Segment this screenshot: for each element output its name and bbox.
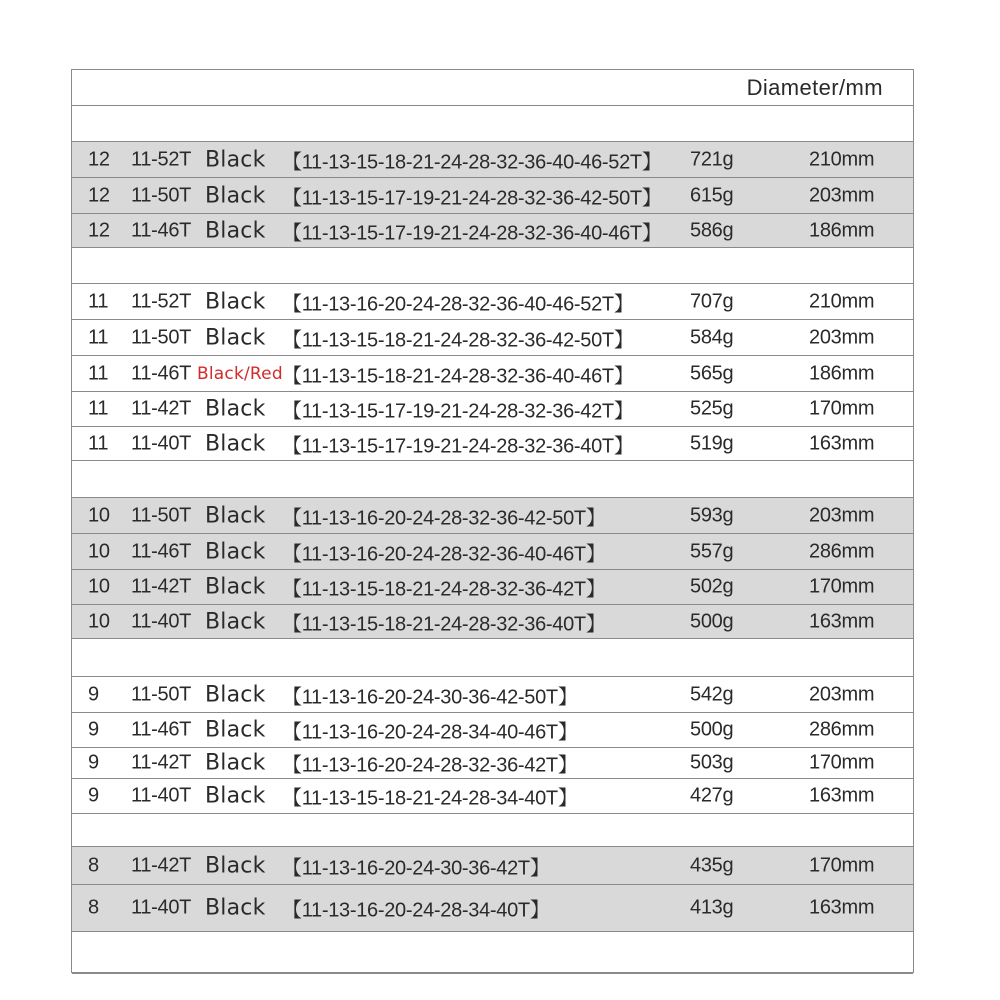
table-row	[72, 214, 913, 248]
cell-teeth: 【11-13-15-17-19-21-24-28-32-36-40-46T】	[282, 222, 662, 244]
cell-range: 11-52T	[131, 148, 192, 170]
cell-diameter: 286mm	[809, 540, 875, 562]
cell-speed: 10	[88, 575, 110, 598]
cell-color: Black	[205, 431, 266, 456]
cell-range: 11-42T	[131, 751, 192, 774]
cell-range: 11-42T	[131, 854, 192, 876]
cell-range: 11-50T	[131, 683, 192, 705]
cell-diameter: 210mm	[809, 290, 875, 312]
cell-weight: 557g	[690, 540, 734, 562]
cell-speed: 12	[88, 148, 110, 170]
cell-weight: 593g	[690, 504, 734, 526]
spacer-row	[72, 248, 913, 284]
table-row	[72, 178, 913, 214]
cell-diameter: 163mm	[809, 784, 875, 807]
table-row	[72, 779, 913, 814]
cell-range: 11-46T	[131, 718, 192, 741]
cell-speed: 11	[88, 362, 109, 384]
cell-diameter: 203mm	[809, 184, 875, 206]
cell-range: 11-42T	[131, 575, 192, 598]
cell-color: Black	[205, 750, 266, 776]
cell-diameter: 170mm	[809, 751, 875, 774]
cell-color: Black	[205, 609, 266, 634]
cell-weight: 502g	[690, 575, 734, 598]
cell-color: Black	[205, 539, 266, 564]
cell-diameter: 203mm	[809, 326, 875, 348]
cell-diameter: 210mm	[809, 148, 875, 170]
cell-speed: 10	[88, 540, 110, 562]
cell-weight: 500g	[690, 610, 734, 632]
cell-weight: 565g	[690, 362, 734, 384]
cell-speed: 9	[88, 718, 99, 741]
cell-range: 11-46T	[131, 219, 192, 241]
cell-teeth: 【11-13-15-18-21-24-28-32-36-42-50T】	[282, 329, 634, 351]
spacer-row	[72, 639, 913, 677]
cell-range: 11-46T	[131, 540, 192, 562]
cell-speed: 9	[88, 784, 99, 807]
cell-diameter: 203mm	[809, 504, 875, 526]
cell-color: Black/Red	[197, 363, 283, 384]
cell-color: Black	[205, 325, 266, 350]
cell-speed: 11	[88, 432, 109, 454]
cell-speed: 8	[88, 896, 99, 919]
cell-range: 11-40T	[131, 784, 192, 807]
cell-teeth: 【11-13-16-20-24-30-36-42T】	[282, 857, 550, 879]
table-row	[72, 570, 913, 605]
cell-weight: 525g	[690, 397, 734, 420]
cell-diameter: 170mm	[809, 575, 875, 598]
cell-teeth: 【11-13-15-17-19-21-24-28-32-36-42T】	[282, 400, 634, 423]
cell-weight: 427g	[690, 784, 734, 807]
header-row	[72, 70, 913, 106]
cell-speed: 10	[88, 610, 110, 632]
cell-diameter: 163mm	[809, 896, 875, 919]
cell-diameter: 163mm	[809, 610, 875, 632]
cell-diameter: 163mm	[809, 432, 875, 454]
table-row	[72, 392, 913, 427]
cell-range: 11-40T	[131, 896, 192, 919]
cell-teeth: 【11-13-16-20-24-28-32-36-40-46T】	[282, 543, 606, 565]
table-row	[72, 284, 913, 320]
table-row	[72, 427, 913, 461]
cell-color: Black	[205, 574, 266, 600]
cell-teeth: 【11-13-16-20-24-28-32-36-42-50T】	[282, 507, 606, 529]
cell-color: Black	[205, 503, 266, 528]
cell-weight: 615g	[690, 184, 734, 206]
table-row	[72, 498, 913, 534]
cell-color: Black	[205, 396, 266, 422]
cell-color: Black	[205, 895, 266, 921]
cell-color: Black	[205, 183, 266, 208]
cell-teeth: 【11-13-16-20-24-30-36-42-50T】	[282, 686, 578, 708]
cell-weight: 721g	[690, 148, 734, 170]
spacer-row	[72, 814, 913, 847]
table-row	[72, 713, 913, 748]
cell-speed: 12	[88, 219, 110, 241]
table-row	[72, 356, 913, 392]
cell-weight: 413g	[690, 896, 734, 919]
cell-weight: 503g	[690, 751, 734, 774]
cell-color: Black	[205, 853, 266, 878]
cell-speed: 10	[88, 504, 110, 526]
cell-color: Black	[205, 682, 266, 707]
cell-teeth: 【11-13-15-18-21-24-28-34-40T】	[282, 787, 578, 810]
cell-range: 11-52T	[131, 290, 192, 312]
cell-teeth: 【11-13-15-17-19-21-24-28-32-36-40T】	[282, 435, 634, 457]
cell-diameter: 170mm	[809, 854, 875, 876]
cell-weight: 584g	[690, 326, 734, 348]
cell-diameter: 286mm	[809, 718, 875, 741]
spacer-row	[72, 932, 913, 974]
table-row	[72, 320, 913, 356]
cell-teeth: 【11-13-15-18-21-24-28-32-36-40T】	[282, 613, 606, 635]
cell-speed: 11	[88, 290, 109, 312]
cell-range: 11-40T	[131, 432, 192, 454]
cell-speed: 9	[88, 751, 99, 774]
diameter-header: Diameter/mm	[746, 74, 883, 100]
cell-weight: 435g	[690, 854, 734, 876]
cell-teeth: 【11-13-15-17-19-21-24-28-32-36-42-50T】	[282, 187, 662, 209]
table-row	[72, 748, 913, 779]
table-row	[72, 677, 913, 713]
spacer-row	[72, 106, 913, 142]
cell-teeth: 【11-13-16-20-24-28-34-40-46T】	[282, 721, 578, 744]
table-row	[72, 605, 913, 639]
cell-weight: 542g	[690, 683, 734, 705]
cell-weight: 707g	[690, 290, 734, 312]
cell-diameter: 203mm	[809, 683, 875, 705]
cell-color: Black	[205, 218, 266, 243]
cell-speed: 11	[88, 397, 109, 420]
cell-diameter: 186mm	[809, 362, 875, 384]
cell-speed: 12	[88, 184, 110, 206]
cell-weight: 586g	[690, 219, 734, 241]
cell-speed: 11	[88, 326, 109, 348]
cell-diameter: 170mm	[809, 397, 875, 420]
table-row	[72, 534, 913, 570]
cell-speed: 9	[88, 683, 99, 705]
cell-weight: 519g	[690, 432, 734, 454]
cell-range: 11-50T	[131, 326, 192, 348]
cell-speed: 8	[88, 854, 99, 876]
cell-color: Black	[205, 717, 266, 743]
cell-teeth: 【11-13-15-18-21-24-28-32-36-42T】	[282, 578, 606, 601]
table-row	[72, 847, 913, 885]
cell-teeth: 【11-13-15-18-21-24-28-32-36-40-46T】	[282, 365, 634, 387]
table-row	[72, 885, 913, 932]
cell-weight: 500g	[690, 718, 734, 741]
cell-color: Black	[205, 289, 266, 314]
cell-diameter: 186mm	[809, 219, 875, 241]
cell-teeth: 【11-13-15-18-21-24-28-32-36-40-46-52T】	[282, 151, 662, 173]
cell-range: 11-42T	[131, 397, 192, 420]
cell-teeth: 【11-13-16-20-24-28-32-36-42T】	[282, 754, 578, 777]
cell-teeth: 【11-13-16-20-24-28-32-36-40-46-52T】	[282, 293, 634, 315]
spacer-row	[72, 461, 913, 498]
cell-teeth: 【11-13-16-20-24-28-34-40T】	[282, 899, 550, 922]
cell-range: 11-46T	[131, 362, 192, 384]
cell-color: Black	[205, 147, 266, 172]
spec-table	[71, 69, 914, 973]
cell-range: 11-40T	[131, 610, 192, 632]
cell-color: Black	[205, 783, 266, 809]
table-row	[72, 142, 913, 178]
cell-range: 11-50T	[131, 504, 192, 526]
cell-range: 11-50T	[131, 184, 192, 206]
